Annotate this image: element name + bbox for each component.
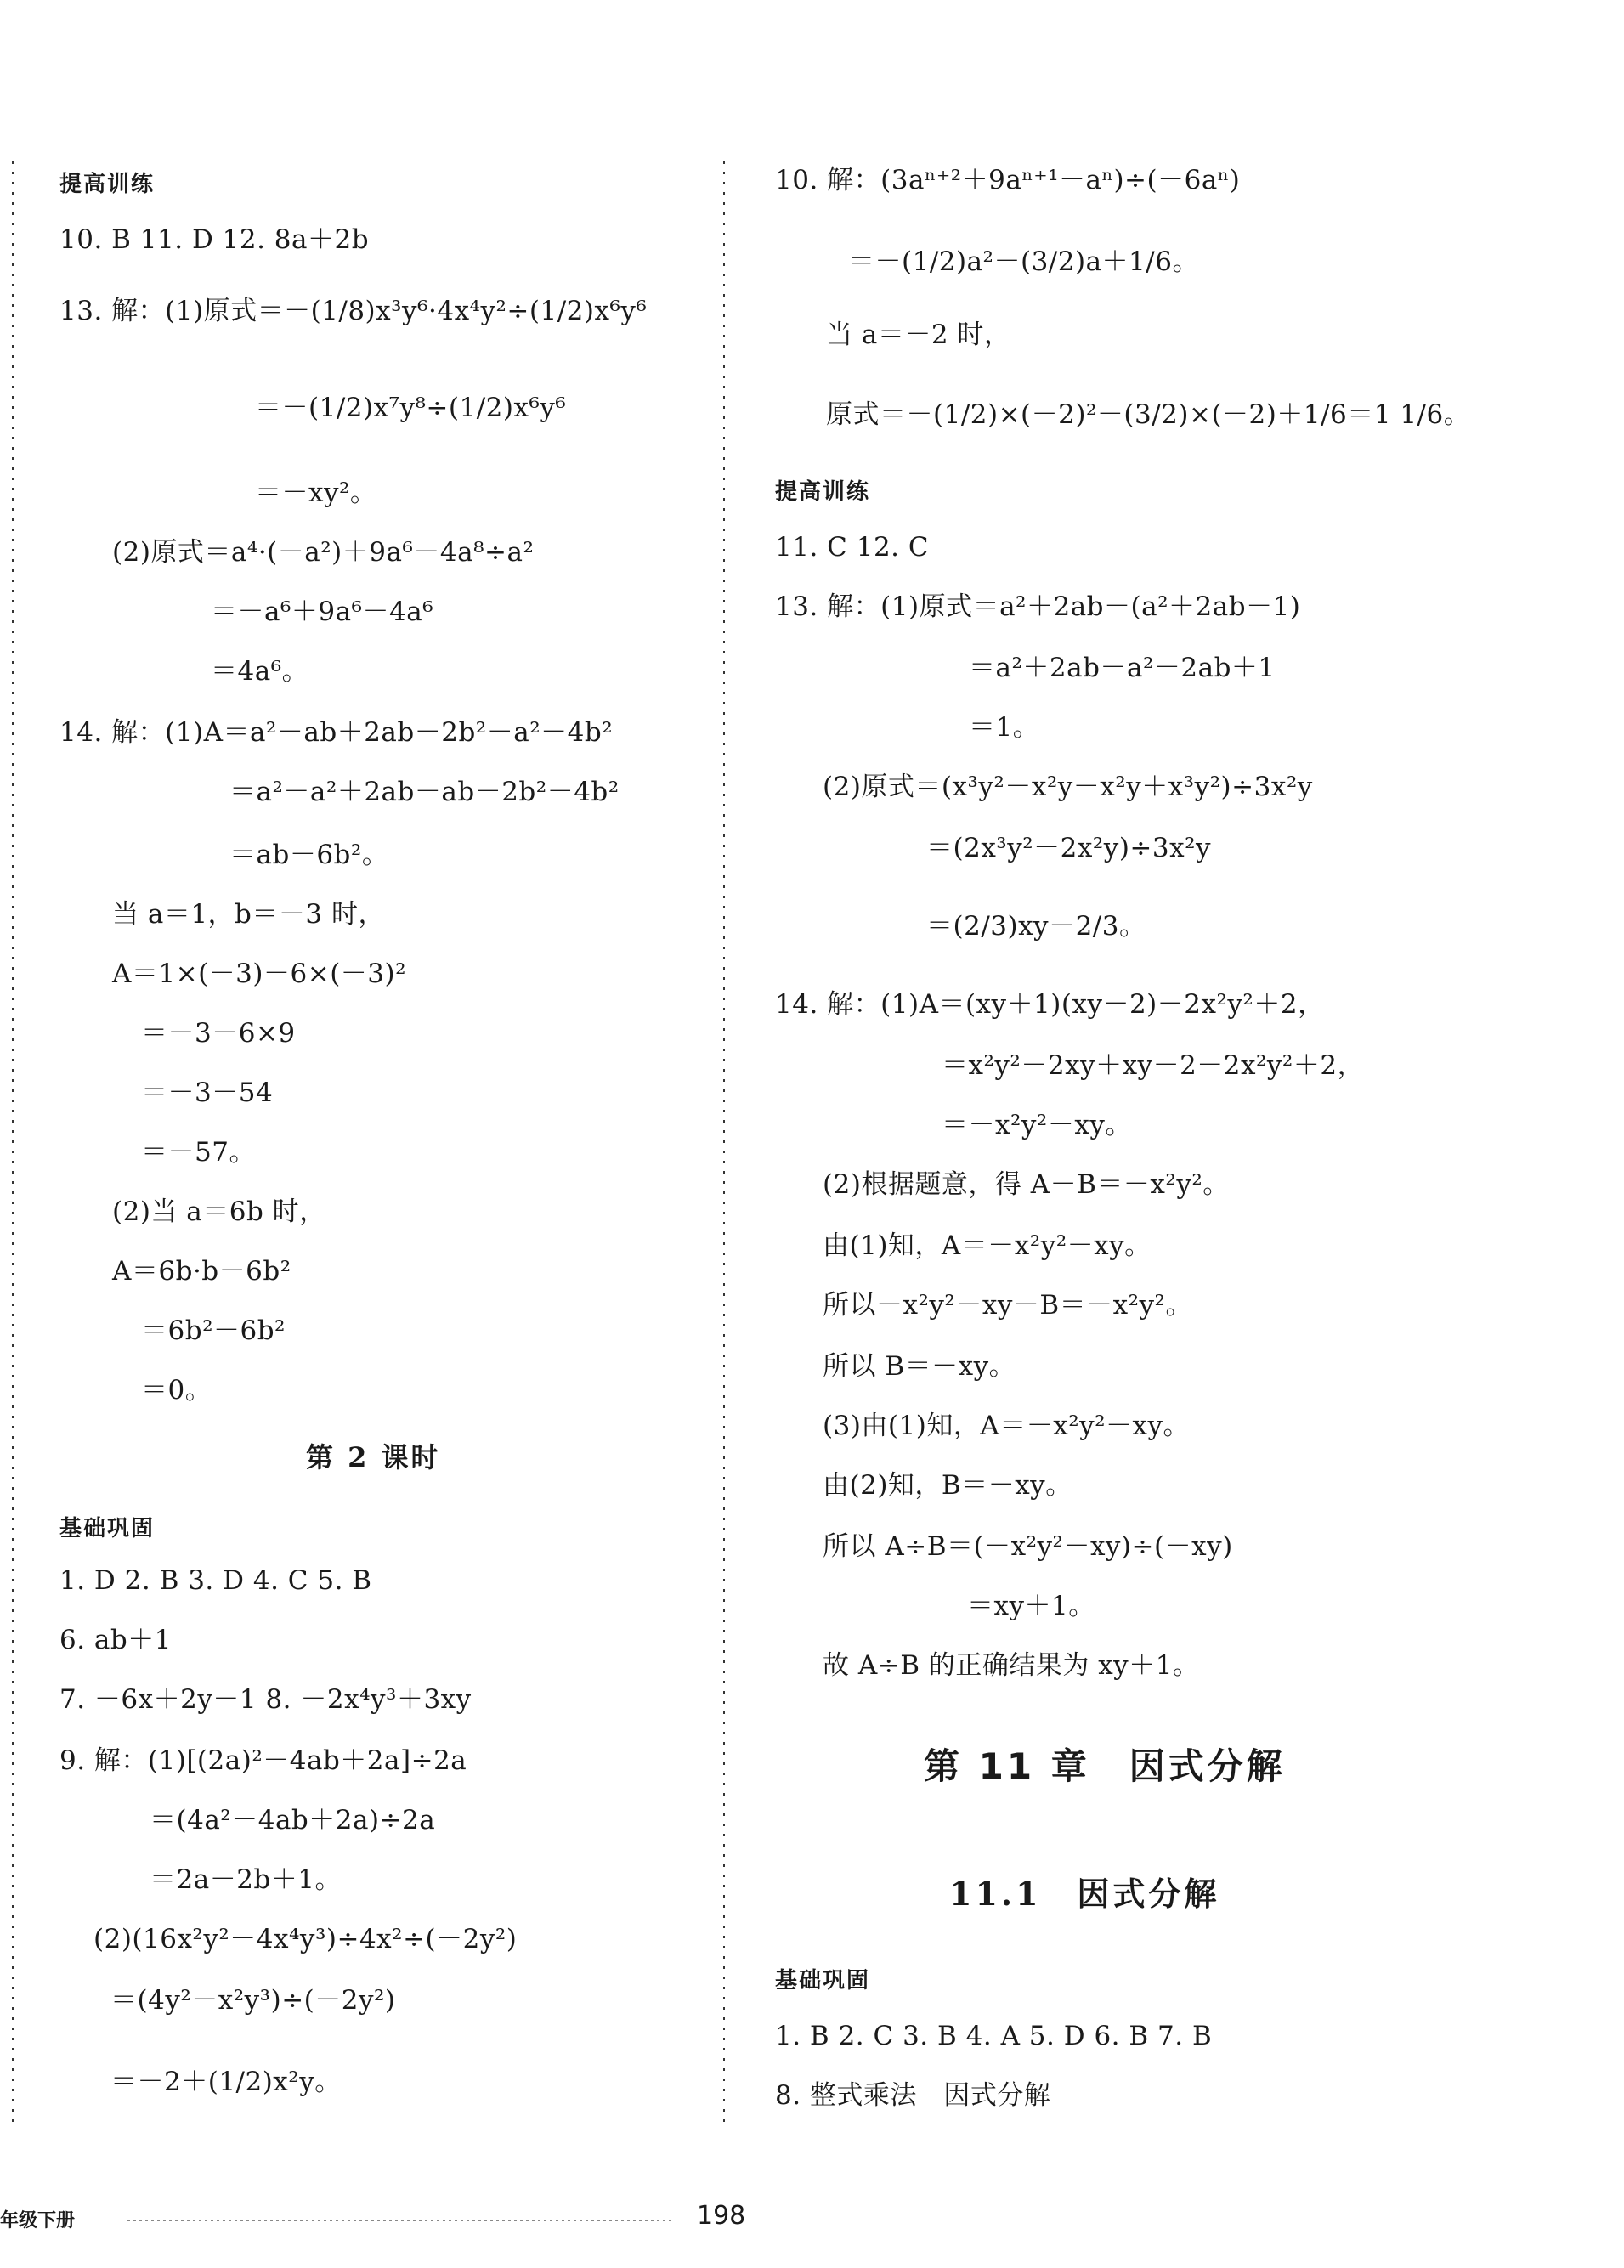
answer-line: ＝1。 <box>969 712 1040 743</box>
answer-line: ＝－a⁶＋9a⁶－4a⁶ <box>211 597 434 627</box>
answer-line: 所以 B＝－xy。 <box>823 1351 1016 1382</box>
answer-line: 10. B 11. D 12. 8a＋2b <box>59 224 370 255</box>
answer-line: ＝4a⁶。 <box>211 656 309 687</box>
answer-line: 所以 A÷B＝(－x²y²－xy)÷(－xy) <box>823 1531 1233 1562</box>
section-heading-basic: 基础巩固 <box>59 1516 156 1541</box>
answer-line: ＝(2/3)xy－2/3。 <box>926 911 1146 942</box>
answer-line: 6. ab＋1 <box>59 1625 172 1655</box>
answer-line: 14. 解：(1)A＝a²－ab＋2ab－2b²－a²－4b² <box>59 717 614 748</box>
page-number: 198 <box>697 2201 746 2231</box>
answer-line: (3)由(1)知，A＝－x²y²－xy。 <box>823 1411 1191 1441</box>
answer-line: 故 A÷B 的正确结果为 xy＋1。 <box>823 1650 1200 1681</box>
answer-line: 由(1)知，A＝－x²y²－xy。 <box>823 1230 1152 1261</box>
answer-line: 当 a＝－2 时， <box>826 320 1011 350</box>
answer-line: 10. 解：(3aⁿ⁺²＋9aⁿ⁺¹－aⁿ)÷(－6aⁿ) <box>775 165 1241 195</box>
answer-line: ＝x²y²－2xy＋xy－2－2x²y²＋2， <box>942 1050 1365 1081</box>
footer-grade-label: 年级下册 <box>0 2210 76 2231</box>
answer-line: 当 a＝1，b＝－3 时， <box>112 899 385 930</box>
answer-line: ＝(2x³y²－2x²y)÷3x²y <box>926 833 1212 863</box>
answer-line: 由(2)知，B＝－xy。 <box>823 1470 1072 1501</box>
section-heading-advanced: 提高训练 <box>59 172 156 197</box>
footer-dotted-line <box>127 2220 671 2221</box>
answer-line: ＝2a－2b＋1。 <box>150 1864 342 1895</box>
answer-line: 8. 整式乘法 因式分解 <box>775 2080 1051 2111</box>
answer-line: ＝a²－a²＋2ab－ab－2b²－4b² <box>229 777 620 807</box>
chapter-title: 第 11 章 因式分解 <box>924 1745 1286 1787</box>
answer-line: ＝0。 <box>141 1375 212 1405</box>
center-dotted-divider <box>723 161 725 2124</box>
answer-line: ＝ab－6b²。 <box>229 840 389 870</box>
answer-line: ＝－3－6×9 <box>141 1018 296 1049</box>
answer-line: (2)原式＝a⁴·(－a²)＋9a⁶－4a⁸÷a² <box>112 537 535 568</box>
answer-line: (2)当 a＝6b 时， <box>112 1196 326 1227</box>
answer-line: 1. B 2. C 3. B 4. A 5. D 6. B 7. B <box>775 2021 1213 2051</box>
section-heading-advanced: 提高训练 <box>775 479 871 505</box>
answer-line: 14. 解：(1)A＝(xy＋1)(xy－2)－2x²y²＋2， <box>775 989 1325 1020</box>
answer-line: ＝a²＋2ab－a²－2ab＋1 <box>969 653 1276 683</box>
answer-line: (2)(16x²y²－4x⁴y³)÷4x²÷(－2y²) <box>93 1924 518 1954</box>
answer-line: A＝1×(－3)－6×(－3)² <box>112 959 407 989</box>
answer-line: ＝xy＋1。 <box>967 1591 1095 1621</box>
answer-line: 所以－x²y²－xy－B＝－x²y²。 <box>823 1290 1192 1321</box>
answer-line: ＝－(1/2)a²－(3/2)a＋1/6。 <box>848 246 1199 277</box>
answer-line: ＝－57。 <box>141 1137 256 1168</box>
answer-line: (2)原式＝(x³y²－x²y－x²y＋x³y²)÷3x²y <box>823 772 1313 802</box>
answer-line: ＝(4a²－4ab＋2a)÷2a <box>150 1805 436 1835</box>
section-title: 11.1 因式分解 <box>949 1875 1220 1913</box>
answer-line: ＝－x²y²－xy。 <box>942 1110 1132 1140</box>
answer-line: 原式＝－(1/2)×(－2)²－(3/2)×(－2)＋1/6＝1 1/6。 <box>826 399 1471 430</box>
answer-line: 7. －6x＋2y－1 8. －2x⁴y³＋3xy <box>59 1684 472 1715</box>
answer-line: ＝－(1/2)x⁷y⁸÷(1/2)x⁶y⁶ <box>255 393 567 423</box>
answer-line: ＝－3－54 <box>141 1077 274 1108</box>
answer-line: ＝6b²－6b² <box>141 1315 286 1346</box>
answer-line: 11. C 12. C <box>775 532 930 563</box>
answer-line: 1. D 2. B 3. D 4. C 5. B <box>59 1565 372 1596</box>
answer-line: 13. 解：(1)原式＝a²＋2ab－(a²＋2ab－1) <box>775 591 1301 622</box>
left-dotted-margin <box>12 161 14 2124</box>
answer-line: (2)根据题意，得 A－B＝－x²y²。 <box>823 1169 1230 1200</box>
answer-line: 13. 解：(1)原式＝－(1/8)x³y⁶·4x⁴y²÷(1/2)x⁶y⁶ <box>59 296 648 326</box>
section-heading-basic: 基础巩固 <box>775 1968 871 1994</box>
answer-line: ＝(4y²－x²y³)÷(－2y²) <box>110 1985 396 2016</box>
answer-line: 9. 解：(1)[(2a)²－4ab＋2a]÷2a <box>59 1745 467 1776</box>
answer-line: A＝6b·b－6b² <box>112 1256 291 1287</box>
answer-line: ＝－xy²。 <box>255 478 377 508</box>
lesson-title: 第 2 课时 <box>306 1441 441 1473</box>
answer-line: ＝－2＋(1/2)x²y。 <box>110 2067 342 2097</box>
